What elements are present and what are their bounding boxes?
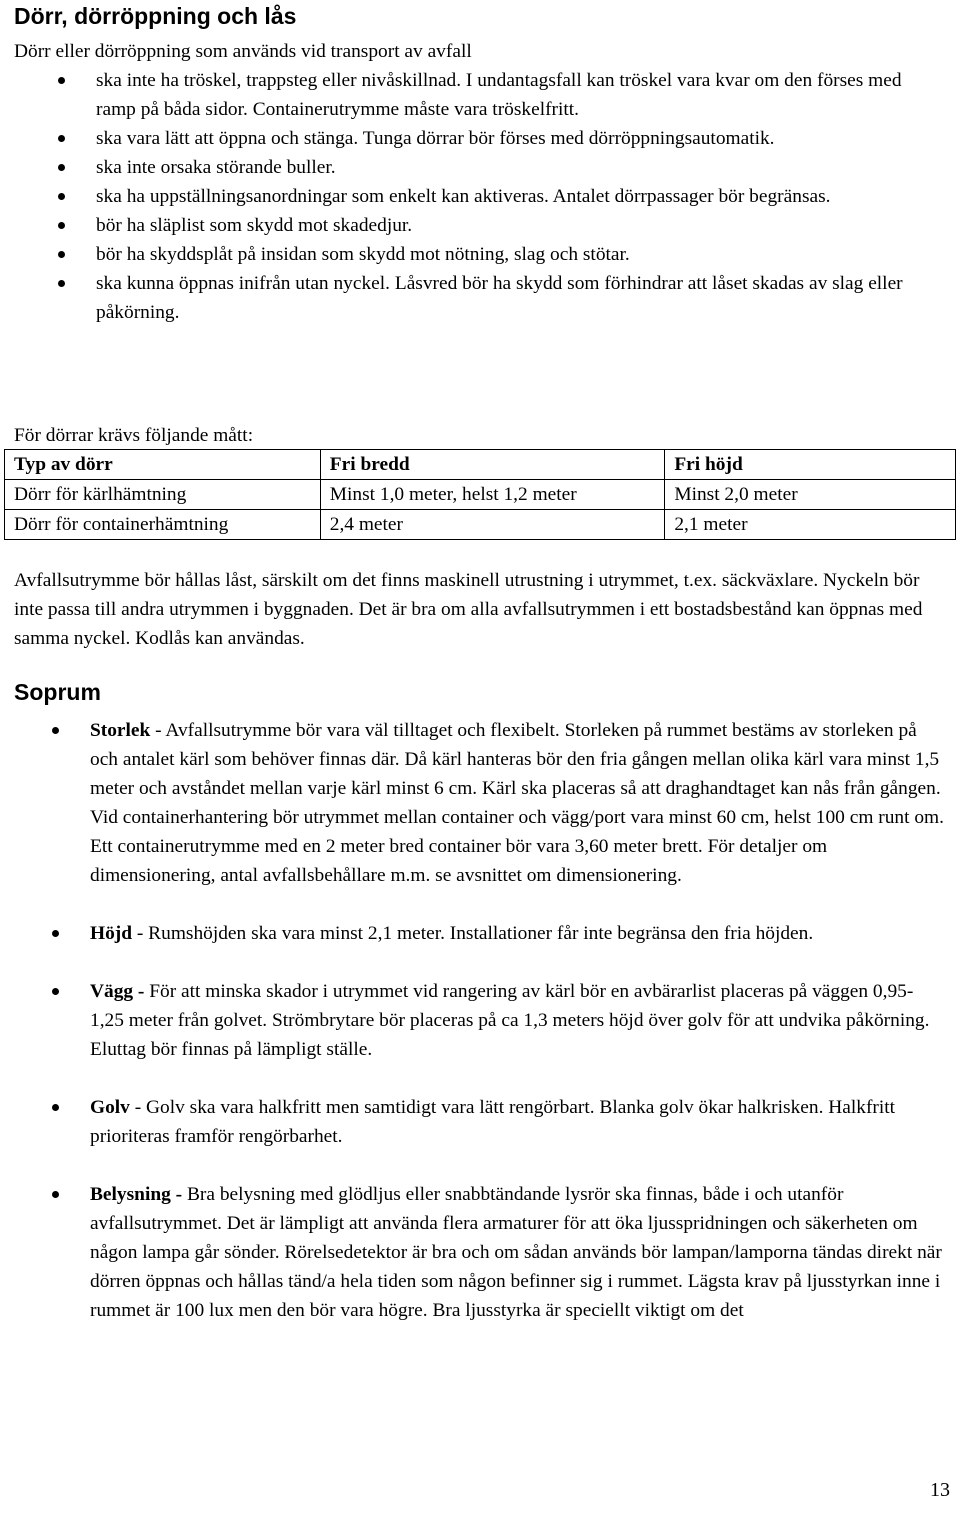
list-item <box>14 919 944 948</box>
table-cell: Minst 2,0 meter <box>665 480 956 510</box>
item-text: Bra belysning med glödljus eller snabbtändande lysrör ska finnas, både i och utanför avfallsutrymmet. Det är lämpligt att använda flera armaturer för att öka ljusspridningen och säkerheten om någon lampa går sönder. Rörelsedetektor är bra och om sådan används bör lampan/lamporna tändas direkt när dörren öppnas och hållas tänd/a hela tiden som någon befinner sig i rummet. Lägsta krav på ljusstyrkan inne i rummet är 100 lux men den bör vara högre. Bra ljusstyrka är speciellt viktigt om det <box>90 1184 942 1321</box>
table-row <box>5 510 956 540</box>
item-text: - Golv ska vara halkfritt men samtidigt vara lätt rengörbart. Blanka golv ökar halkrisken. Halkfritt prioriteras framför rengörbarhet. <box>90 1097 896 1147</box>
door-intro: Dörr eller dörröppning som används vid transport av avfall <box>14 41 472 62</box>
page-number: 13 <box>930 1479 950 1501</box>
item-term: Golv <box>90 1097 130 1118</box>
bullet-icon <box>52 1191 59 1198</box>
bullet-icon <box>58 77 65 84</box>
section-heading-soprum: Soprum <box>14 679 101 705</box>
list-item: ska vara lätt att öppna och stänga. Tunga dörrar bör förses med dörröppningsautomatik. <box>14 124 944 153</box>
item-text: För att minska skador i utrymmet vid rangering av kärl bör en avbärarlist placeras på väggen 0,95-1,25 meter från golvet. Strömbrytare bör placeras på ca 1,3 meters höjd över golv för att undvika påkörning. Eluttag bör finnas på lämpligt ställe. <box>90 981 930 1060</box>
item-term: Höjd <box>90 923 133 944</box>
list-item: ska inte orsaka störande buller. <box>14 153 944 182</box>
section-heading-door: Dörr, dörröppning och lås <box>14 3 297 29</box>
table-caption: För dörrar krävs följande mått: <box>14 425 254 446</box>
item-term: Storlek <box>90 720 151 741</box>
lock-paragraph: Avfallsutrymme bör hållas låst, särskilt om det finns maskinell utrustning i utrymmet, t.ex. säckväxlare. Nyckeln bör inte passa till andra utrymmen i byggnaden. Det är bra om alla avfallsutrymmen i ett bostadsbestånd kan öppnas med samma nyckel. Kodlås kan användas. <box>14 570 923 649</box>
table-header-row <box>5 450 956 480</box>
bullet-icon <box>58 251 65 258</box>
list-item: ska inte ha tröskel, trappsteg eller nivåskillnad. I undantagsfall kan tröskel vara kvar om den förses med ramp på båda sidor. Containerutrymme måste vara tröskelfritt. <box>14 66 944 124</box>
bullet-icon <box>58 193 65 200</box>
list-item: ska ha uppställningsanordningar som enkelt kan aktiveras. Antalet dörrpassager bör begränsas. <box>14 182 944 211</box>
item-term: Belysning - <box>90 1184 183 1205</box>
table-cell: Dörr för containerhämtning <box>5 510 321 540</box>
list-item <box>14 977 944 1064</box>
item-text: - Avfallsutrymme bör vara väl tilltaget och flexibelt. Storleken på rummet bestäms av storleken på och antalet kärl som behöver finnas där. Då kärl hanteras bör den fria gången mellan olika kärl vara minst 1,5 meter och avståndet mellan varje kärl minst 6 cm. Kärl ska placeras så att draghandtaget kan nås från gången. Vid containerhantering bör utrymmet mellan container och vägg/port vara minst 60 cm, helst 100 cm runt om. Ett containerutrymme med en 2 meter bred container bör vara 3,60 meter brett. För detaljer om dimensionering, antal avfallsbehållare m.m. se avsnittet om dimensionering. <box>90 720 944 886</box>
table-header-cell: Fri bredd <box>320 450 665 480</box>
list-item <box>14 1180 944 1325</box>
table-cell: Dörr för kärlhämtning <box>5 480 321 510</box>
door-requirements-list <box>14 66 944 327</box>
list-item: ska kunna öppnas inifrån utan nyckel. Låsvred bör ha skydd som förhindrar att låset skadas av slag eller påkörning. <box>14 269 944 327</box>
bullet-icon <box>52 988 59 995</box>
table-cell: Minst 1,0 meter, helst 1,2 meter <box>320 480 665 510</box>
bullet-icon <box>58 135 65 142</box>
bullet-icon <box>58 164 65 171</box>
table-header-cell: Fri höjd <box>665 450 956 480</box>
table-header-cell: Typ av dörr <box>5 450 321 480</box>
list-item: bör ha skyddsplåt på insidan som skydd mot nötning, slag och stötar. <box>14 240 944 269</box>
item-term: Vägg - <box>90 981 145 1002</box>
item-text: - Rumshöjden ska vara minst 2,1 meter. Installationer får inte begränsa den fria höjden. <box>132 923 814 944</box>
bullet-icon <box>58 280 65 287</box>
list-item: bör ha släplist som skydd mot skadedjur. <box>14 211 944 240</box>
door-dimensions-table <box>4 449 956 540</box>
list-item <box>14 1093 944 1151</box>
table-cell: 2,4 meter <box>320 510 665 540</box>
bullet-icon <box>52 727 59 734</box>
table-cell: 2,1 meter <box>665 510 956 540</box>
bullet-icon <box>52 1104 59 1111</box>
bullet-icon <box>52 930 59 937</box>
soprum-requirements-list <box>14 716 944 1354</box>
table-row <box>5 480 956 510</box>
list-item <box>14 716 944 890</box>
bullet-icon <box>58 222 65 229</box>
